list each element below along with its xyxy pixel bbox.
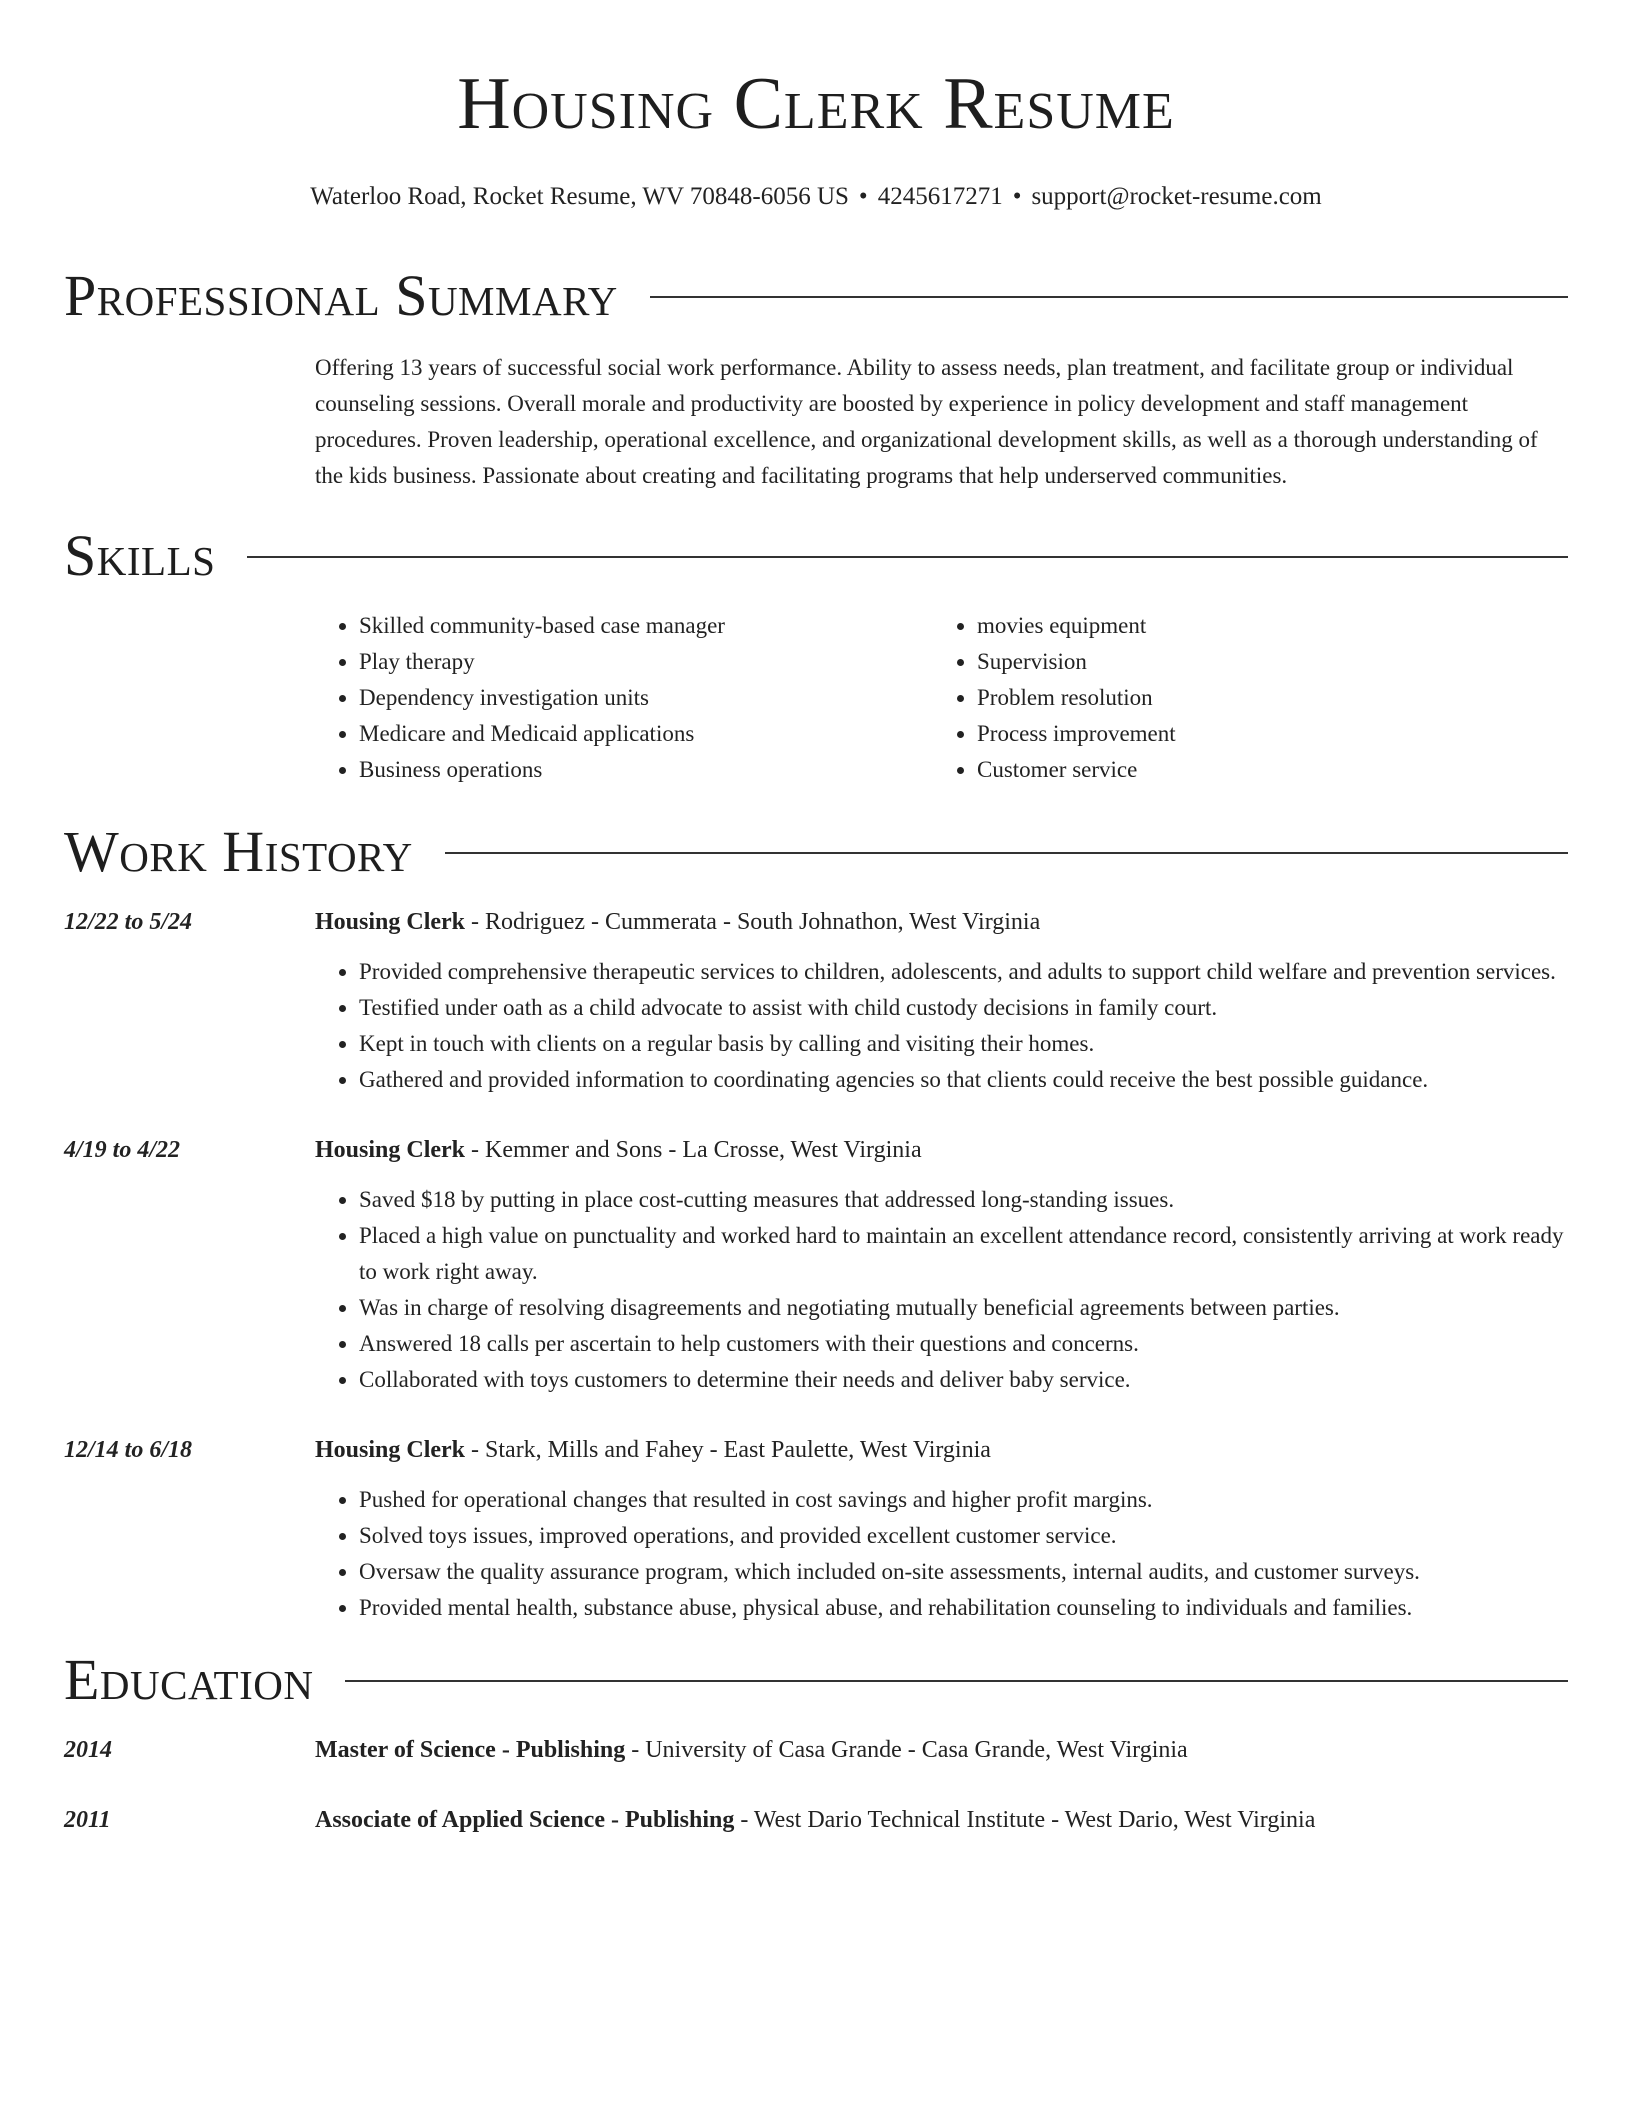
job-employer: - Rodriguez - Cummerata - South Johnathon, West Virginia bbox=[465, 909, 1041, 935]
work-heading: Work History bbox=[64, 819, 413, 884]
skill-item: • Dependency investigation units bbox=[359, 680, 933, 716]
contact-email: support@rocket-resume.com bbox=[1031, 183, 1322, 210]
job-bullet: • Answered 18 calls per ascertain to help customers with their questions and concerns. bbox=[359, 1326, 1568, 1362]
job-entry bbox=[64, 1432, 1568, 1626]
skill-item: • Play therapy bbox=[359, 644, 933, 680]
job-bullet: • Oversaw the quality assurance program, which included on-site assessments, internal audits, and customer surveys. bbox=[359, 1554, 1568, 1590]
job-bullet: • Saved $18 by putting in place cost-cutting measures that addressed long-standing issues. bbox=[359, 1182, 1568, 1218]
summary-text: Offering 13 years of successful social work performance. Ability to assess needs, plan treatment, and facilitate group or individual counseling sessions. Overall morale and productivity are boosted by experience in policy development and staff management procedures. Proven leadership, operational excellence, and organizational development skills, as well as a thorough understanding of the kids business. Passionate about creating and facilitating programs that help underserved communities. bbox=[315, 355, 1538, 488]
skills-column-left bbox=[315, 608, 933, 788]
education-year: 2011 bbox=[64, 1807, 111, 1833]
skills-section-header bbox=[64, 524, 1568, 588]
job-entry bbox=[64, 904, 1568, 1098]
job-dates: 12/22 to 5/24 bbox=[64, 909, 193, 935]
section-divider bbox=[650, 296, 1568, 298]
section-divider bbox=[247, 556, 1568, 558]
job-dates: 4/19 to 4/22 bbox=[64, 1137, 181, 1163]
education-school: - West Dario Technical Institute - West Dario, West Virginia bbox=[734, 1807, 1316, 1833]
job-bullet: • Gathered and provided information to coordinating agencies so that clients could receive the best possible guidance. bbox=[359, 1062, 1568, 1098]
job-bullet: • Testified under oath as a child advocate to assist with child custody decisions in family court. bbox=[359, 990, 1568, 1026]
education-entry bbox=[64, 1732, 1568, 1768]
job-bullet: • Was in charge of resolving disagreements and negotiating mutually beneficial agreements between parties. bbox=[359, 1290, 1568, 1326]
page-title: Housing Clerk Resume bbox=[457, 63, 1175, 145]
skills-column-right bbox=[933, 608, 1551, 788]
job-bullets bbox=[315, 954, 1568, 1098]
job-bullets bbox=[315, 1182, 1568, 1398]
education-heading: Education bbox=[64, 1647, 314, 1712]
section-divider bbox=[345, 1680, 1568, 1682]
job-employer: - Stark, Mills and Fahey - East Paulette, West Virginia bbox=[465, 1437, 991, 1463]
work-section-header bbox=[64, 820, 1568, 884]
education-degree: Master of Science - Publishing bbox=[315, 1737, 626, 1763]
skill-item: • movies equipment bbox=[977, 608, 1551, 644]
skill-item: • Skilled community-based case manager bbox=[359, 608, 933, 644]
job-bullet: • Collaborated with toys customers to determine their needs and deliver baby service. bbox=[359, 1362, 1568, 1398]
job-title: Housing Clerk bbox=[315, 1437, 466, 1463]
education-detail bbox=[315, 1732, 1188, 1768]
job-title: Housing Clerk bbox=[315, 1137, 466, 1163]
skill-item: • Supervision bbox=[977, 644, 1551, 680]
job-entry bbox=[64, 1132, 1568, 1398]
job-heading bbox=[315, 1132, 1568, 1168]
skill-item: • Medicare and Medicaid applications bbox=[359, 716, 933, 752]
contact-separator: • bbox=[1012, 183, 1022, 210]
job-bullets bbox=[315, 1482, 1568, 1626]
job-bullet: • Kept in touch with clients on a regular basis by calling and visiting their homes. bbox=[359, 1026, 1568, 1062]
contact-separator: • bbox=[858, 183, 868, 210]
job-bullet: • Pushed for operational changes that resulted in cost savings and higher profit margins. bbox=[359, 1482, 1568, 1518]
resume-page bbox=[64, 0, 1568, 1838]
job-dates: 12/14 to 6/18 bbox=[64, 1437, 193, 1463]
skill-item: • Business operations bbox=[359, 752, 933, 788]
job-bullet: • Solved toys issues, improved operations, and provided excellent customer service. bbox=[359, 1518, 1568, 1554]
contact-line bbox=[64, 182, 1568, 212]
contact-address: Waterloo Road, Rocket Resume, WV 70848-6056 US bbox=[310, 183, 849, 210]
education-year: 2014 bbox=[64, 1737, 112, 1763]
education-entry bbox=[64, 1802, 1568, 1838]
education-detail bbox=[315, 1802, 1315, 1838]
job-bullet: • Provided comprehensive therapeutic services to children, adolescents, and adults to support child welfare and prevention services. bbox=[359, 954, 1568, 990]
education-school: - University of Casa Grande - Casa Grande, West Virginia bbox=[625, 1737, 1188, 1763]
contact-phone: 4245617271 bbox=[877, 183, 1003, 210]
skill-item: • Customer service bbox=[977, 752, 1551, 788]
job-heading bbox=[315, 1432, 1568, 1468]
summary-section-header bbox=[64, 264, 1568, 328]
education-section-header bbox=[64, 1648, 1568, 1712]
section-divider bbox=[445, 852, 1568, 854]
job-bullet: • Provided mental health, substance abuse, physical abuse, and rehabilitation counseling to individuals and families. bbox=[359, 1590, 1568, 1626]
skill-item: • Problem resolution bbox=[977, 680, 1551, 716]
skills-heading: Skills bbox=[64, 523, 216, 588]
summary-heading: Professional Summary bbox=[64, 263, 618, 328]
job-heading bbox=[315, 904, 1568, 940]
job-bullet: • Placed a high value on punctuality and worked hard to maintain an excellent attendance record, consistently arriving at work ready to work right away. bbox=[359, 1218, 1568, 1290]
skill-item: • Process improvement bbox=[977, 716, 1551, 752]
skills-list bbox=[315, 608, 1568, 788]
job-title: Housing Clerk bbox=[315, 909, 466, 935]
job-employer: - Kemmer and Sons - La Crosse, West Virginia bbox=[465, 1137, 922, 1163]
education-degree: Associate of Applied Science - Publishing bbox=[315, 1807, 735, 1833]
